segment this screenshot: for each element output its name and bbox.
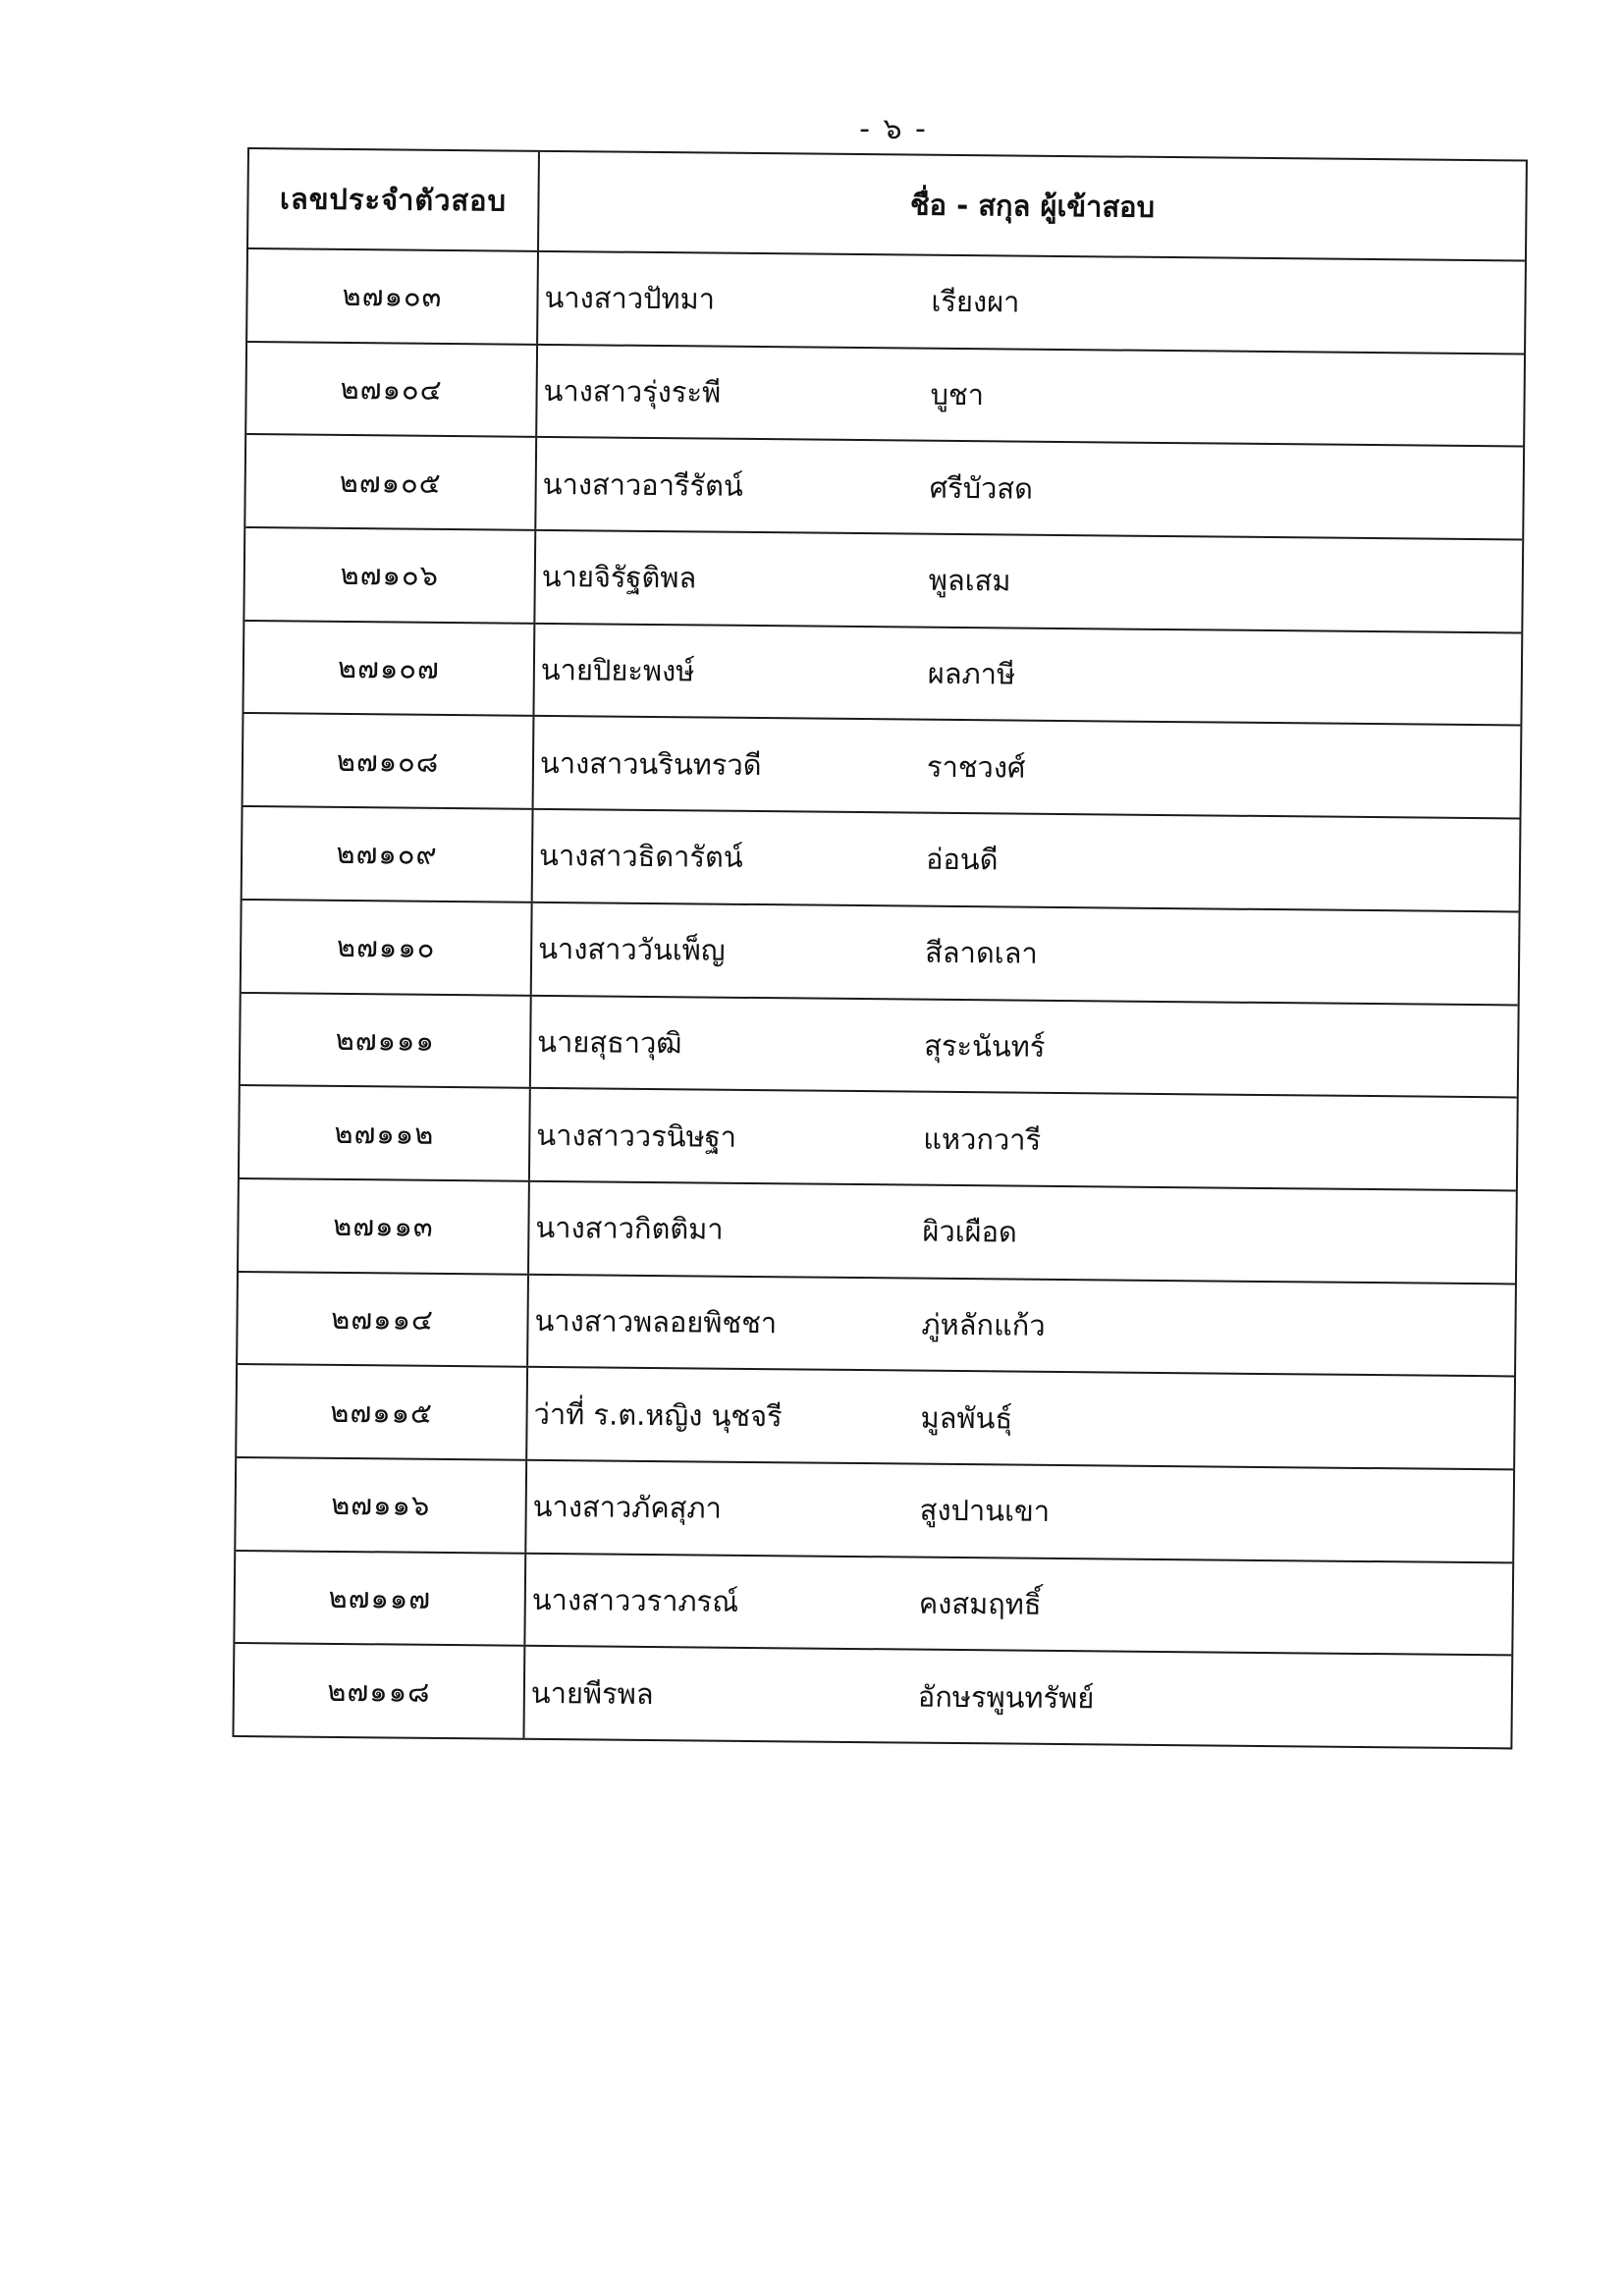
candidate-id: ๒๗๑๐๗	[243, 622, 535, 716]
candidate-id: ๒๗๑๑๒	[240, 1086, 531, 1180]
table-row	[238, 1271, 1515, 1376]
table-row	[237, 1363, 1514, 1468]
candidate-name-cell	[527, 1368, 1514, 1468]
table-row	[244, 526, 1522, 631]
candidate-name-cell	[532, 903, 1519, 1004]
candidate-name-cell	[526, 1461, 1513, 1561]
candidate-surname: แหวกวารี	[923, 1121, 1042, 1157]
candidate-name-cell	[536, 438, 1523, 538]
table-row	[247, 247, 1525, 353]
table-row	[242, 899, 1519, 1004]
candidate-surname: เรียงผา	[931, 285, 1020, 319]
candidate-surname: พูลเสม	[928, 564, 1011, 598]
candidate-given-name: นางสาวธิดารัตน์	[538, 839, 743, 875]
candidate-id: ๒๗๑๐๓	[247, 249, 539, 344]
candidate-name-cell	[525, 1554, 1512, 1654]
candidate-name-cell	[528, 1275, 1515, 1375]
candidate-surname: ราชวงศ์	[926, 749, 1026, 785]
table-row	[235, 1550, 1512, 1655]
candidate-given-name: ว่าที่ ร.ต.หญิง นุชจรี	[533, 1396, 783, 1433]
candidate-given-name: นายจิรัฐติพล	[541, 560, 697, 595]
candidate-id: ๒๗๑๑๕	[237, 1365, 528, 1459]
candidate-surname: ศรีบัวสด	[929, 470, 1034, 506]
candidate-id: ๒๗๑๑๖	[236, 1458, 527, 1553]
table-body	[234, 247, 1524, 1747]
table-row	[240, 1084, 1517, 1189]
table-row	[239, 1177, 1516, 1283]
candidate-surname: อ่อนดี	[925, 843, 999, 877]
candidate-given-name: นางสาววรนิษฐา	[536, 1118, 737, 1154]
candidate-given-name: นายพีรพล	[530, 1675, 654, 1711]
candidate-given-name: นายสุธาวุฒิ	[537, 1024, 682, 1061]
candidate-given-name: นางสาวพลอยพิชชา	[534, 1303, 778, 1340]
candidate-given-name: นายปิยะพงษ์	[540, 652, 695, 688]
candidate-name-cell	[538, 252, 1525, 353]
candidate-id: ๒๗๑๐๖	[244, 528, 536, 623]
candidate-surname: บูชา	[930, 377, 985, 412]
candidate-surname: คงสมฤทธิ์	[918, 1586, 1042, 1621]
candidate-given-name: นางสาววราภรณ์	[531, 1582, 739, 1618]
candidate-given-name: นางสาวกิตติมา	[535, 1211, 724, 1246]
table-row	[243, 620, 1521, 725]
candidate-surname: สูงปานเขา	[919, 1493, 1051, 1529]
table-row	[243, 712, 1521, 817]
candidate-id: ๒๗๑๐๔	[246, 343, 538, 437]
candidate-id: ๒๗๑๑๗	[235, 1552, 526, 1646]
page-number: - ๖ -	[859, 112, 928, 146]
header-name-label: ชื่อ - สกุล ผู้เข้าสอบ	[909, 188, 1156, 224]
candidate-surname: สุระนันทร์	[924, 1028, 1046, 1064]
candidate-surname: ภู่หลักแก้ว	[921, 1307, 1046, 1342]
table-row	[241, 991, 1518, 1096]
candidate-surname: มูลพันธุ์	[920, 1400, 1013, 1436]
candidate-given-name: นางสาวอารีรัตน์	[542, 466, 743, 503]
table-row	[236, 1456, 1513, 1561]
candidate-name-cell	[529, 1182, 1516, 1283]
candidate-name-cell	[530, 1089, 1517, 1189]
candidate-surname: อักษรพูนทรัพย์	[917, 1679, 1095, 1716]
header-id-label: เลขประจำตัวสอบ	[248, 149, 540, 250]
candidate-given-name: นางสาวภัคสุภา	[532, 1490, 723, 1525]
candidate-table	[232, 147, 1527, 1749]
candidate-name-cell	[534, 625, 1521, 725]
candidate-name-cell	[535, 531, 1522, 631]
candidate-id: ๒๗๑๐๕	[245, 435, 537, 529]
table-row	[243, 805, 1520, 910]
candidate-id: ๒๗๑๐๙	[243, 807, 534, 902]
table-header-row	[248, 149, 1526, 259]
candidate-given-name: นางสาวนรินทรวดี	[539, 745, 762, 782]
candidate-id: ๒๗๑๑๓	[239, 1179, 530, 1274]
candidate-id: ๒๗๑๑๘	[234, 1644, 525, 1738]
candidate-name-cell	[533, 810, 1520, 910]
candidate-id: ๒๗๑๐๘	[243, 714, 535, 808]
table-row	[234, 1642, 1511, 1747]
table-row	[246, 341, 1524, 446]
candidate-surname: ผิวเผือด	[922, 1214, 1018, 1249]
candidate-name-cell	[537, 346, 1524, 446]
candidate-given-name: นางสาวรุ่งระพี	[543, 373, 722, 410]
candidate-name-cell	[534, 717, 1521, 817]
candidate-given-name: นางสาวปัทมา	[544, 281, 716, 316]
candidate-id: ๒๗๑๑๐	[242, 901, 533, 995]
candidate-id: ๒๗๑๑๑	[241, 993, 532, 1087]
candidate-name-cell	[531, 996, 1518, 1096]
table-row	[245, 433, 1523, 538]
candidate-surname: สีลาดเลา	[924, 935, 1038, 970]
candidate-name-cell	[524, 1647, 1511, 1747]
candidate-id: ๒๗๑๑๔	[238, 1273, 529, 1367]
candidate-surname: ผลภาษี	[927, 656, 1016, 691]
candidate-given-name: นางสาววันเพ็ญ	[538, 932, 726, 967]
